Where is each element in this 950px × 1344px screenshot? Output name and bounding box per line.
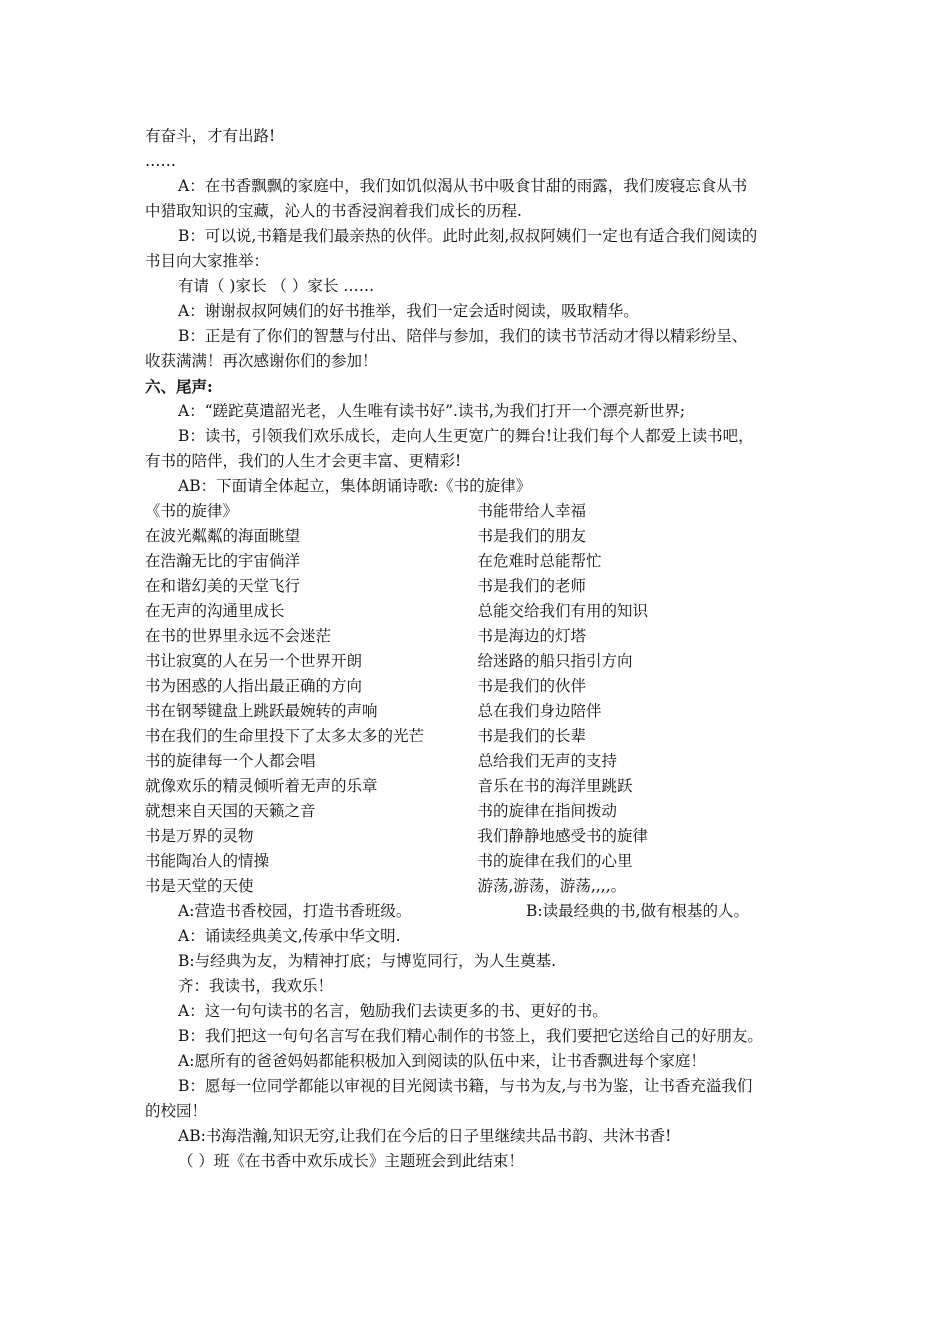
text-line: 有书的陪伴，我们的人生才会更丰富、更精彩! <box>145 452 462 470</box>
text-line: 有请（ )家长 （ ）家长 …… <box>178 277 375 295</box>
text-line: A：诵读经典美文,传承中华文明. <box>178 927 401 945</box>
poem-line: 音乐在书的海洋里跳跃 <box>477 777 633 795</box>
text-line: B:与经典为友，为精神打底；与博览同行，为人生奠基. <box>178 952 557 970</box>
poem-line: 在波光粼粼的海面眺望 <box>145 527 301 545</box>
document-page <box>145 124 810 1174</box>
pair-line-right: B:读最经典的书,做有根基的人。 <box>526 902 750 920</box>
intro-section <box>145 124 810 499</box>
poem-right-column <box>478 499 811 899</box>
poem-line: 给迷路的船只指引方向 <box>477 652 633 670</box>
poem-line: 在书的世界里永远不会迷茫 <box>145 627 332 645</box>
poem-line: 总能交给我们有用的知识 <box>477 602 649 620</box>
poem-line: 书是天堂的天使 <box>145 877 254 895</box>
text-line: 的校园！ <box>145 1102 208 1120</box>
poem-line: 书的旋律每一个人都会唱 <box>145 752 316 770</box>
text-line: B：可以说,书籍是我们最亲热的伙伴。此时此刻,叔叔阿姨们一定也有适合我们阅读的 <box>178 227 758 245</box>
poem-line: 书在钢琴键盘上跳跃最婉转的声响 <box>145 702 378 720</box>
text-line: A：在书香飘飘的家庭中，我们如饥似渴从书中吸食甘甜的雨露，我们废寝忘食从书 <box>178 177 748 195</box>
text-line: 六、尾声: <box>145 377 213 396</box>
text-line: 齐：我读书，我欢乐！ <box>178 977 334 995</box>
poem-line: 书的旋律在指间拨动 <box>477 802 618 820</box>
text-line: B：愿每一位同学都能以审视的目光阅读书籍，与书为友,与书为鉴，让书香充溢我们 <box>178 1077 753 1095</box>
poem-line: 就想来自天国的天籁之音 <box>145 802 316 820</box>
poem-section <box>145 499 810 899</box>
poem-line: 书是我们的长辈 <box>477 727 587 745</box>
poem-line: 书能带给人幸福 <box>477 502 587 520</box>
poem-line: 书是我们的老师 <box>477 577 587 595</box>
text-line: B：正是有了你们的智慧与付出、陪伴与参加，我们的读书节活动才得以精彩纷呈、 <box>178 327 748 345</box>
poem-line: 书的旋律在我们的心里 <box>477 852 633 870</box>
poem-line: 书是万界的灵物 <box>145 827 254 845</box>
text-line: AB:书海浩瀚,知识无穷,让我们在今后的日子里继续共品书韵、共沐书香! <box>178 1127 672 1145</box>
text-line: A：“蹉跎莫遣韶光老，人生唯有读书好”.读书,为我们打开一个漂亮新世界; <box>178 402 686 420</box>
pair-line <box>145 899 810 924</box>
text-line: A：谢谢叔叔阿姨们的好书推举，我们一定会适时阅读，吸取精华。 <box>178 302 639 320</box>
poem-line: 在无声的沟通里成长 <box>145 602 285 620</box>
poem-line: 书为困惑的人指出最正确的方向 <box>145 677 363 695</box>
poem-line: 书在我们的生命里投下了太多太多的光芒 <box>145 727 425 745</box>
pair-line-left: A:营造书香校园，打造书香班级。 <box>178 902 412 920</box>
poem-line: 书能陶冶人的情操 <box>145 852 270 870</box>
poem-line: 游荡,游荡，游荡,,,,。 <box>477 877 627 895</box>
text-line: AB：下面请全体起立，集体朗诵诗歌:《书的旋律》 <box>178 477 532 495</box>
poem-left-column <box>145 499 478 899</box>
poem-line: 总在我们身边陪伴 <box>477 702 602 720</box>
text-line: 有奋斗，才有出路! <box>145 127 276 145</box>
text-line: 收获满满！再次感谢你们的参加！ <box>145 352 378 370</box>
poem-line: 在浩瀚无比的宇宙倘洋 <box>145 552 301 570</box>
poem-line: 总给我们无声的支持 <box>477 752 618 770</box>
poem-line: 在和谐幻美的天堂飞行 <box>145 577 301 595</box>
poem-line: 书让寂寞的人在另一个世界开朗 <box>145 652 363 670</box>
text-line: B：读书，引领我们欢乐成长，走向人生更宽广的舞台!让我们每个人都爱上读书吧， <box>178 427 754 445</box>
poem-line: 书是我们的伙伴 <box>477 677 587 695</box>
poem-line: 就像欢乐的精灵倾听着无声的乐章 <box>145 777 378 795</box>
text-line: 中猎取知识的宝藏，沁人的书香浸润着我们成长的历程. <box>145 202 522 220</box>
poem-line: 《书的旋律》 <box>145 502 239 520</box>
text-line: A：这一句句读书的名言，勉励我们去读更多的书、更好的书。 <box>178 1002 608 1020</box>
text-line: …… <box>145 152 176 170</box>
poem-line: 在危难时总能帮忙 <box>477 552 602 570</box>
text-line: B：我们把这一句句名言写在我们精心制作的书签上，我们要把它送给自己的好朋友。 <box>178 1027 763 1045</box>
poem-line: 书是海边的灯塔 <box>477 627 587 645</box>
poem-line: 我们静静地感受书的旋律 <box>477 827 649 845</box>
text-line: （ ）班《在书香中欢乐成长》主题班会到此结束！ <box>178 1152 524 1170</box>
text-line: 书目向大家推举： <box>145 252 270 270</box>
text-line: A:愿所有的爸爸妈妈都能积极加入到阅读的队伍中来，让书香飘进每个家庭！ <box>178 1052 706 1070</box>
closing-section <box>145 924 810 1174</box>
poem-line: 书是我们的朋友 <box>477 527 587 545</box>
